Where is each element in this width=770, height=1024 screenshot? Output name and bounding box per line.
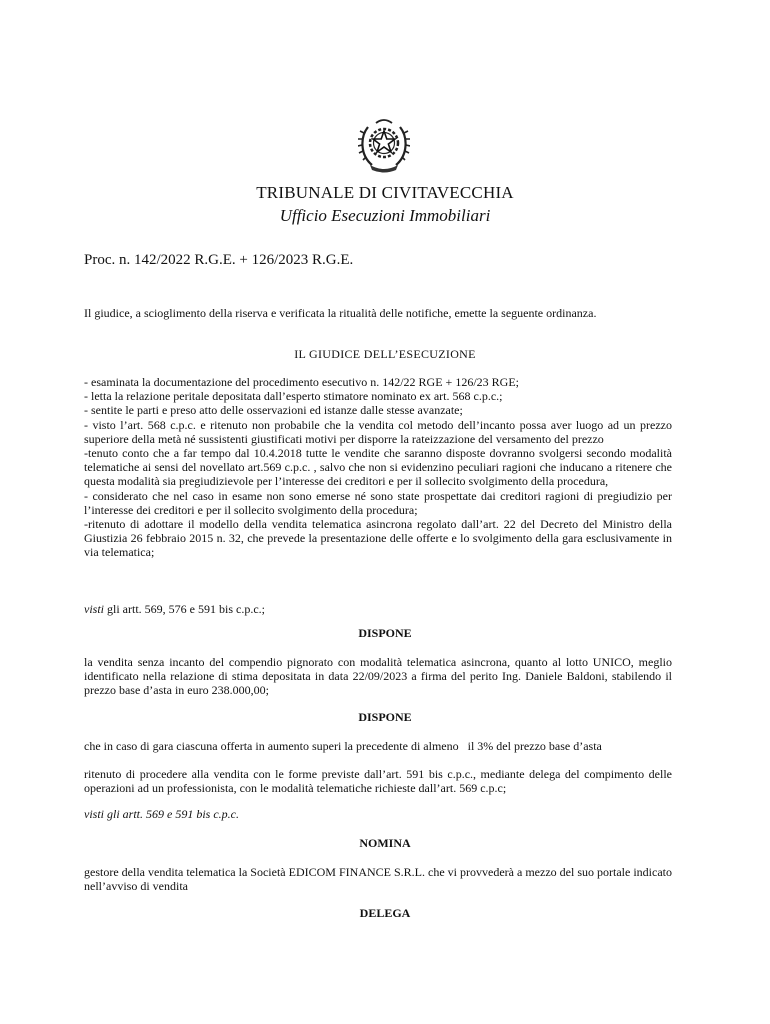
- court-office: Ufficio Esecuzioni Immobiliari: [279, 206, 491, 225]
- consideration-item: -ritenuto di adottare il modello della vendita telematica asincrona regolato dall’art. 22 del Decreto del Ministro della Giustizia 26 febbraio 2015 n. 32, che prevede la presentazione delle offerte e lo svolgimento della gara esclusivamente in via telematica;: [84, 517, 672, 560]
- gara-paragraph: che in caso di gara ciascuna offerta in aumento superi la precedente di almeno il 3% del prezzo base d’asta: [84, 739, 602, 753]
- consideration-item: - visto l’art. 568 c.p.c. e ritenuto non probabile che la vendita col metodo dell’incanto possa aver luogo ad un prezzo superiore della metà né sussistenti giustificati motivi per disporre la rateizzazione del versamento del prezzo: [84, 417, 672, 446]
- considerations-list: [84, 375, 672, 560]
- consideration-item: - sentite le parti e preso atto delle osservazioni ed istanze dalle stesse avanzate;: [84, 403, 463, 418]
- dispone-heading-2: DISPONE: [358, 710, 412, 724]
- proceeding-number: Proc. n. 142/2022 R.G.E. + 126/2023 R.G.E.: [84, 252, 354, 268]
- visti-paragraph-2: visti gli artt. 569 e 591 bis c.p.c.: [84, 807, 239, 821]
- visti-italic: visti: [84, 602, 104, 616]
- italian-republic-emblem-icon: [358, 115, 410, 173]
- giudice-heading: IL GIUDICE DELL’ESECUZIONE: [294, 347, 476, 361]
- consideration-item: - letta la relazione peritale depositata dall’esperto stimatore nominato ex art. 568 c.p.c.;: [84, 389, 503, 404]
- vendita-paragraph: la vendita senza incanto del compendio pignorato con modalità telematica asincrona, quanto al lotto UNICO, meglio identificato nella relazione di stima depositata in data 22/09/2023 a firma del perito Ing. Daniele Baldoni, stabilendo il prezzo base d’asta in euro 238.000,00;: [84, 655, 672, 698]
- ritenuto-paragraph: ritenuto di procedere alla vendita con le forme previste dall’art. 591 bis c.p.c., mediante delega del compimento delle operazioni ad un professionista, con le modalità telematiche richieste dall’art. 569 c.p.c;: [84, 767, 672, 796]
- visti-rest: gli artt. 569, 576 e 591 bis c.p.c.;: [104, 602, 265, 616]
- visti-paragraph-1: [84, 602, 672, 616]
- gestore-paragraph: gestore della vendita telematica la Società EDICOM FINANCE S.R.L. che vi provvederà a mezzo del suo portale indicato nell’avviso di vendita: [84, 865, 672, 894]
- consideration-item: - considerato che nel caso in esame non sono emerse né sono state prospettate dai creditori ragioni di pregiudizio per l’interesse dei creditori e per il sollecito svolgimento della procedura;: [84, 488, 672, 517]
- court-title: TRIBUNALE DI CIVITAVECCHIA: [256, 183, 514, 202]
- nomina-heading: NOMINA: [359, 836, 411, 850]
- delega-heading: DELEGA: [359, 906, 411, 920]
- consideration-item: - esaminata la documentazione del procedimento esecutivo n. 142/22 RGE + 126/23 RGE;: [84, 375, 519, 389]
- consideration-item: -tenuto conto che a far tempo dal 10.4.2018 tutte le vendite che saranno disposte dovranno svolgersi secondo modalità telematiche ai sensi del novellato art.569 c.p.c. , salvo che non si evidenzino peculiari ragioni che inducano a ritenere che questa modalità sia pregiudizievole per l’interesse dei creditori e per il sollecito svolgimento della procedura,: [84, 446, 672, 489]
- intro-paragraph: Il giudice, a scioglimento della riserva e verificata la ritualità delle notifiche, emette la seguente ordinanza.: [84, 306, 597, 320]
- dispone-heading-1: DISPONE: [358, 626, 412, 640]
